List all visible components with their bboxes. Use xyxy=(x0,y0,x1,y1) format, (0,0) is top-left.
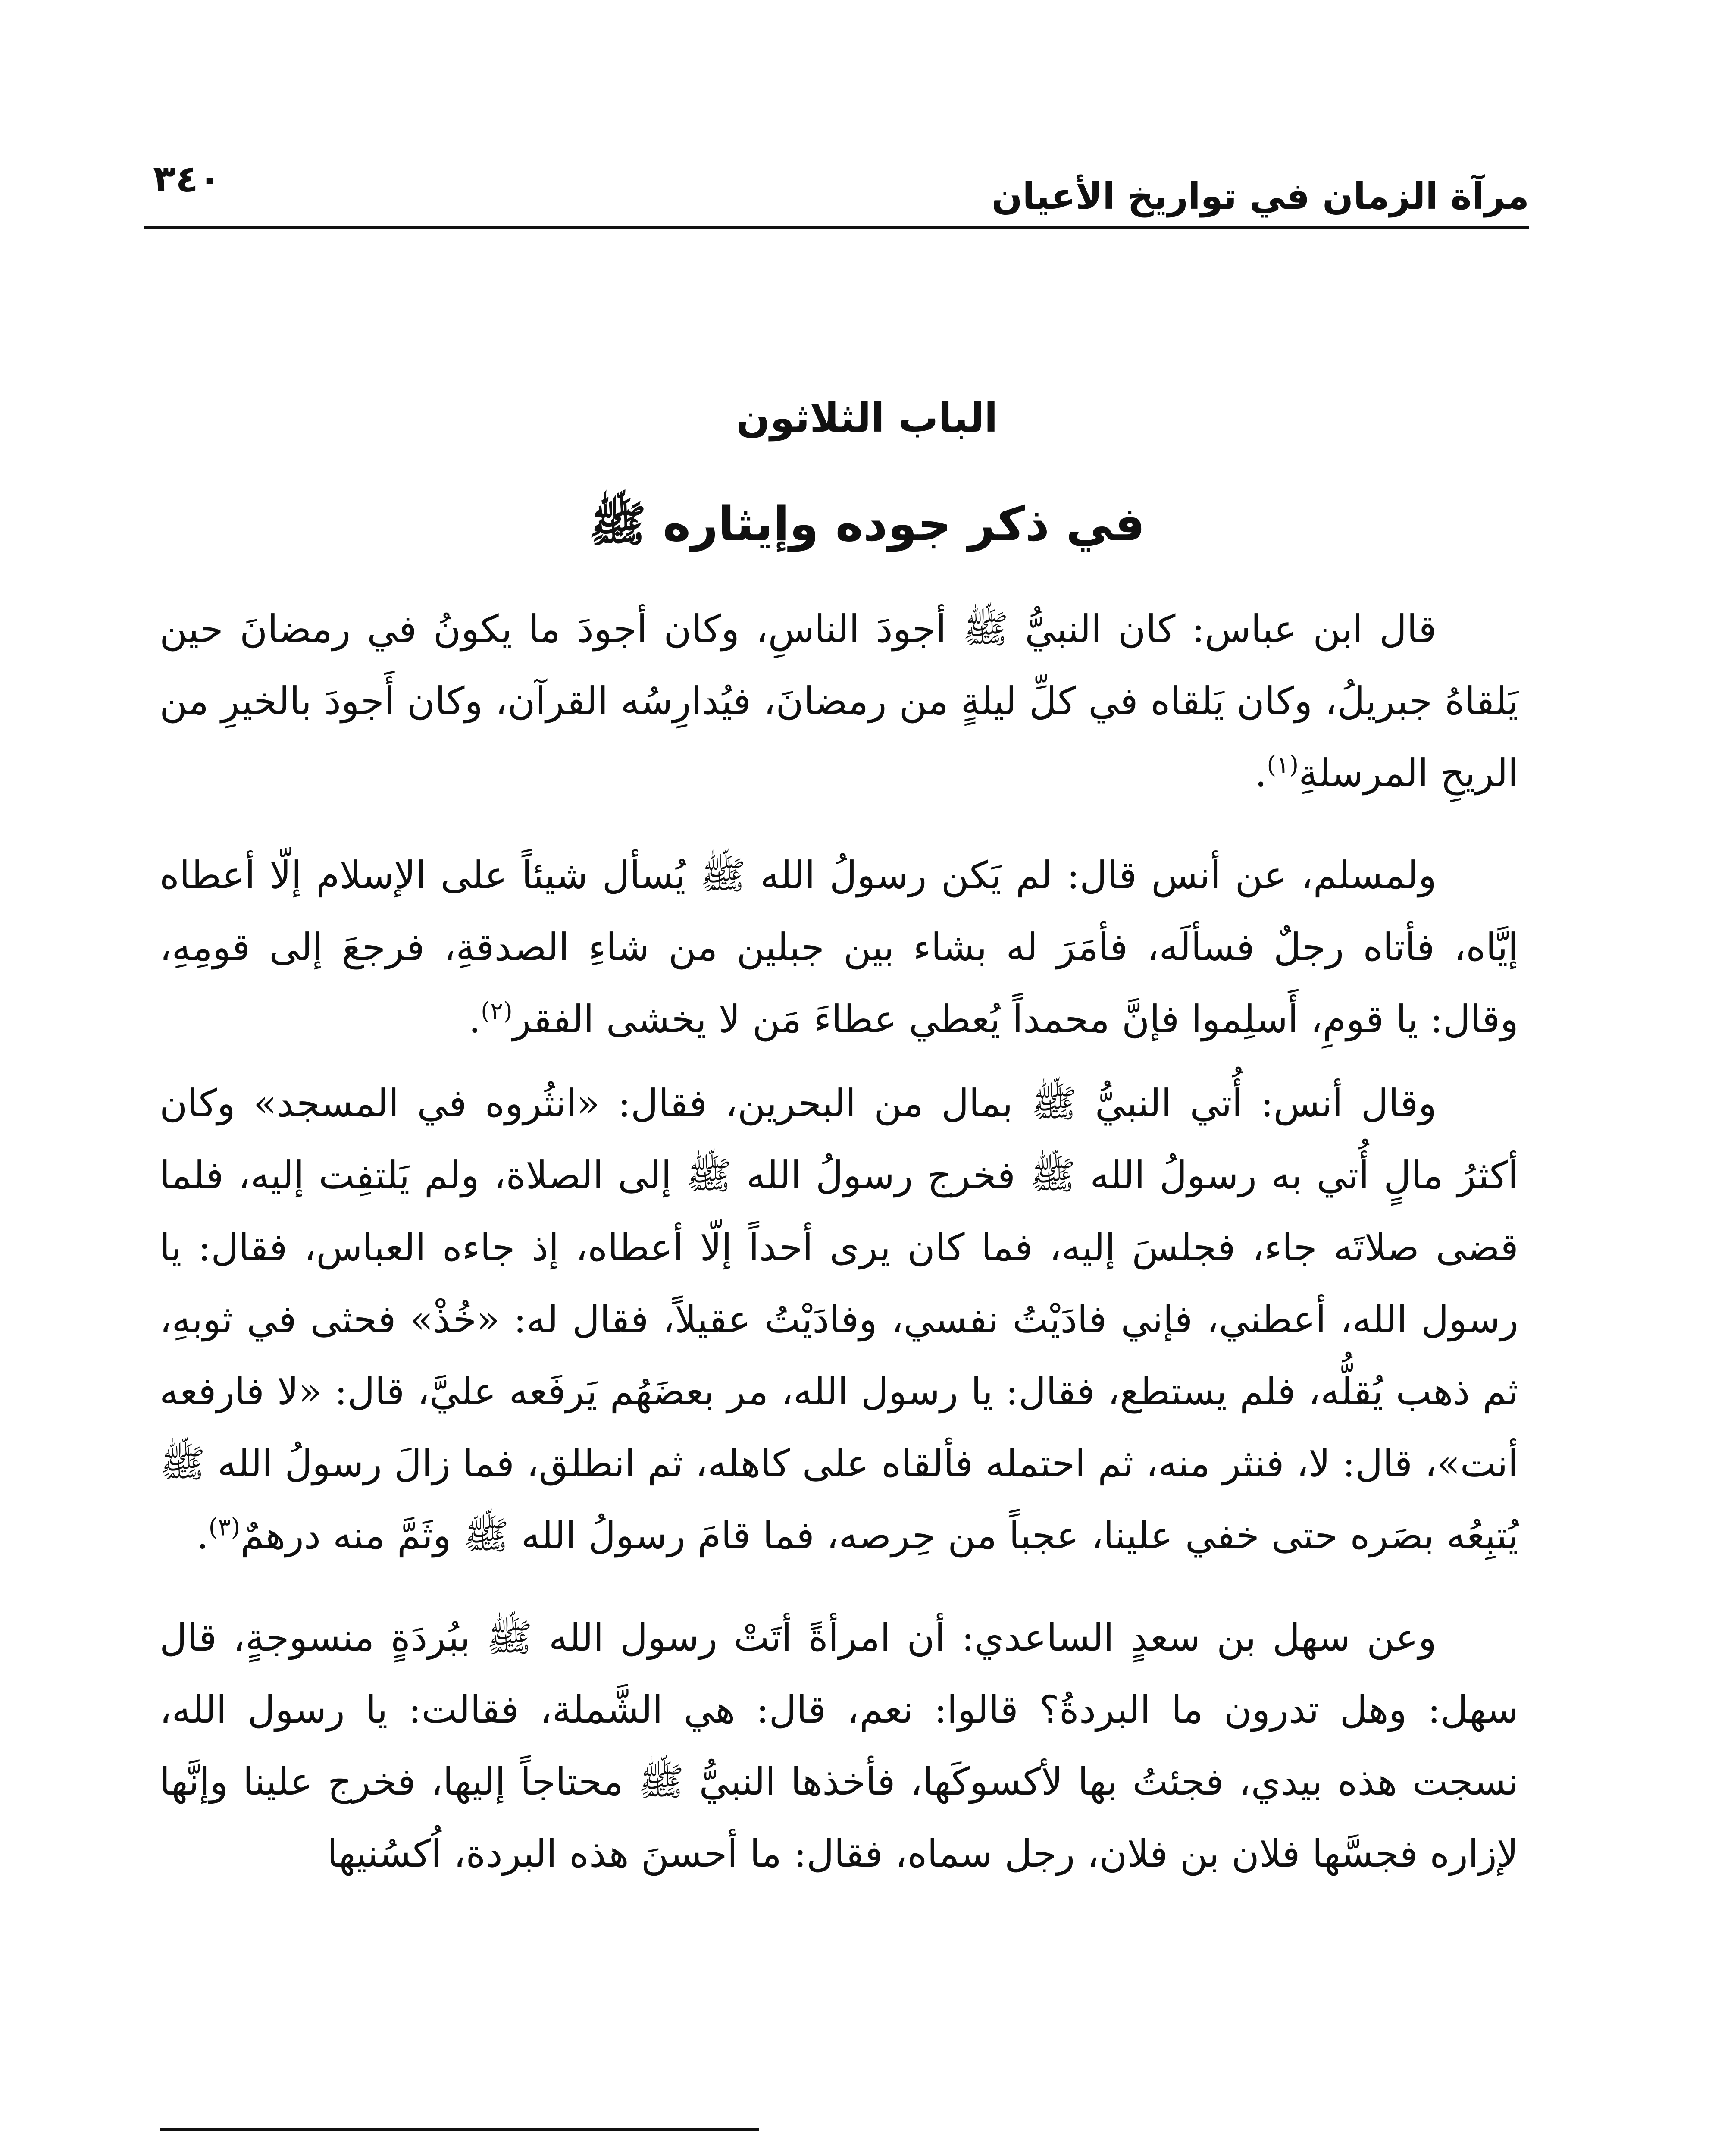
footnote-separator xyxy=(160,2128,759,2131)
chapter-number: الباب الثلاثون xyxy=(736,395,998,441)
paragraph-text: قال ابن عباس: كان النبيُّ ﷺ أجودَ الناسِ، وكان أجودَ ما يكونُ في رمضانَ حين يَلقاهُ جبريلُ، وكان يَلقاه في كلِّ ليلةٍ من رمضانَ، فيُدارِسُه القرآن، وكان أَجودَ بالخيرِ من الريحِ المرسلةِ xyxy=(160,607,1518,795)
paragraph xyxy=(160,839,1518,1055)
paragraph-text: وعن سهل بن سعدٍ الساعدي: أن امرأةً أتَتْ رسول الله ﷺ ببُردَةٍ منسوجةٍ، قال سهل: وهل تدرون ما البردةُ؟ قالوا: نعم، قال: هي الشَّملة، فقالت: يا رسول الله، نسجت هذه بيدي، فجئتُ بها لأكسوكَها، فأخذها النبيُّ ﷺ محتاجاً إليها، فخرج علينا وإنَّها لإزاره فجسَّها فلان بن فلان، رجل سماه، فقال: ما أحسنَ هذه البردة، اُكسُنيها xyxy=(160,1615,1518,1876)
paragraph-end: . xyxy=(196,1513,209,1557)
paragraph xyxy=(160,1067,1518,1571)
paragraph-text: وقال أنس: أُتي النبيُّ ﷺ بمال من البحرين، فقال: «انثُروه في المسجد» وكان أكثرُ مالٍ أُتي به رسولُ الله ﷺ فخرج رسولُ الله ﷺ إلى الصلاة، ولم يَلتفِت إليه، فلما قضى صلاتَه جاء، فجلسَ إليه، فما كان يرى أحداً إلّا أعطاه، إذ جاءه العباس، فقال: يا رسول الله، أعطني، فإني فادَيْتُ نفسي، وفادَيْتُ عقيلاً، فقال له: «خُذْ» فحثى في ثوبهِ، ثم ذهب يُقلُّه، فلم يستطع، فقال: يا رسول الله، مر بعضَهُم يَرفَعه عليَّ، قال: «لا فارفعه أنت»، قال: لا، فنثر منه، ثم احتمله فألقاه على كاهله، ثم انطلق، فما زالَ رسولُ الله ﷺ يُتبِعُه بصَره حتى خفي علينا، عجباً من حِرصه، فما قامَ رسولُ الله ﷺ وثَمَّ منه درهمٌ xyxy=(160,1081,1518,1557)
paragraph-end: . xyxy=(469,997,481,1041)
footnote-reference[interactable]: (٢) xyxy=(481,997,513,1025)
book-title: مرآة الزمان في تواريخ الأعيان xyxy=(991,175,1529,217)
footnote-reference[interactable]: (٣) xyxy=(208,1513,241,1542)
paragraph-end: . xyxy=(1255,751,1267,795)
paragraph-text: ولمسلم، عن أنس قال: لم يَكن رسولُ الله ﷺ يُسأل شيئاً على الإسلام إلّا أعطاه إيَّاه، فأتاه رجلٌ فسألَه، فأمَرَ له بشاء بين جبلين من شاءِ الصدقةِ، فرجعَ إلى قومِهِ، وقال: يا قومِ، أَسلِموا فإنَّ محمداً يُعطي عطاءَ مَن لا يخشى الفقر xyxy=(160,853,1518,1041)
body-text xyxy=(160,593,1518,1890)
chapter-title: في ذكر جوده وإيثاره ﷺ xyxy=(589,496,1145,552)
running-header xyxy=(144,129,1529,229)
paragraph xyxy=(160,1601,1518,1890)
page-number: ٣٤٠ xyxy=(153,157,221,201)
paragraph xyxy=(160,593,1518,809)
header-rule xyxy=(144,226,1529,229)
footnote-reference[interactable]: (١) xyxy=(1267,751,1299,779)
